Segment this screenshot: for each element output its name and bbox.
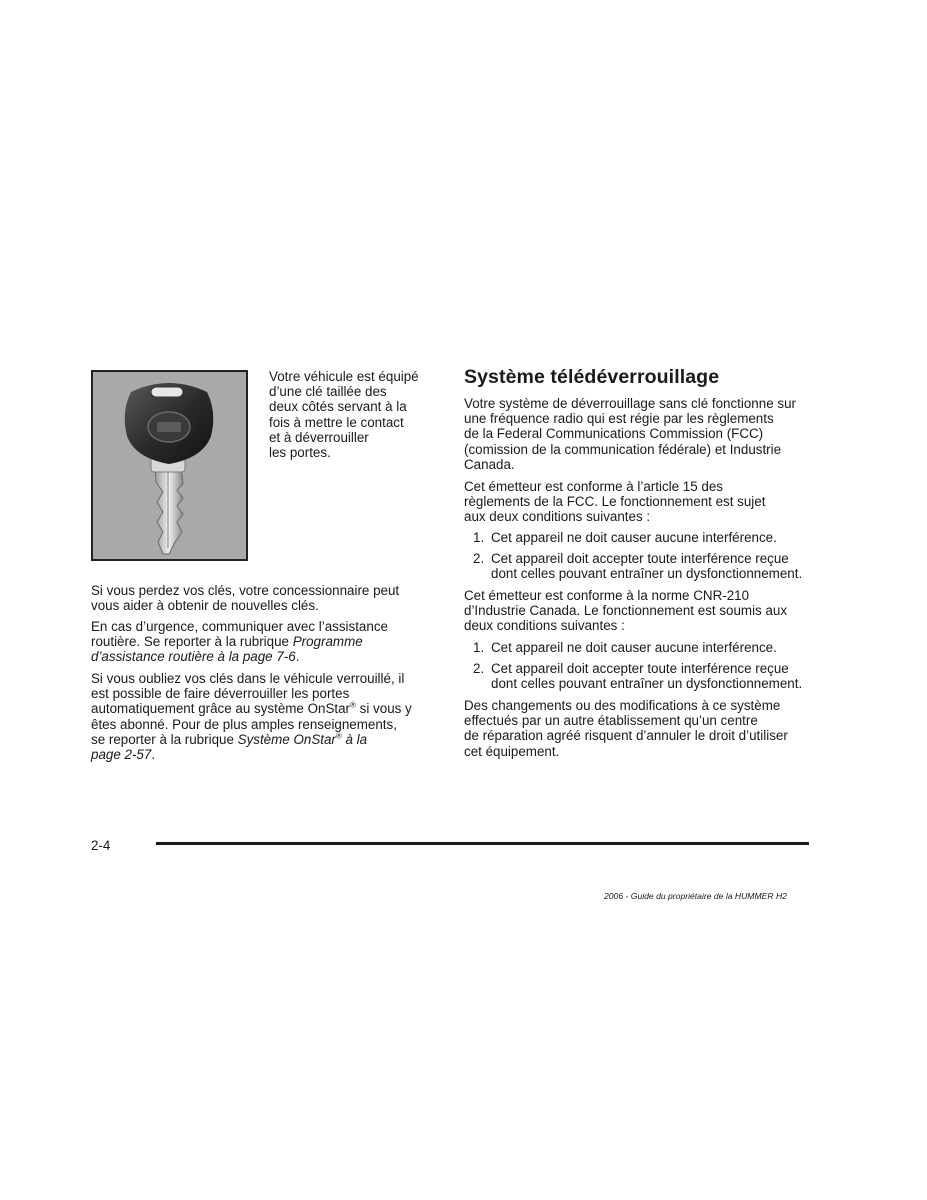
- caption-line: et à déverrouiller: [269, 429, 369, 445]
- registered-mark: ®: [350, 700, 356, 710]
- divider: [156, 842, 809, 845]
- caption-line: les portes.: [269, 445, 331, 461]
- roadside-assistance-link-cont[interactable]: d’assistance routière à la page 7-6: [91, 649, 296, 665]
- onstar-link-page[interactable]: page 2-57: [91, 747, 152, 763]
- onstar-link[interactable]: Système OnStar® à la: [237, 731, 368, 747]
- keyless-system-paragraph: Votre système de déverrouillage sans clé fonctionne sur une fréquence radio qui est régie par les règlements de la Federal Communications Commission (FCC) (comission de la communication fédérale) et Industrie Canada.: [464, 396, 796, 472]
- car-key-image: [91, 370, 248, 561]
- document-footer: 2006 - Guide du propriétaire de la HUMMER H2: [604, 891, 787, 901]
- caption-line: fois à mettre le contact: [269, 414, 404, 430]
- fcc-paragraph: Cet émetteur est conforme à l’article 15 des règlements de la FCC. Le fonctionnement est sujet aux deux conditions suivantes :: [464, 479, 766, 525]
- lost-keys-paragraph: Si vous perdez vos clés, votre concessionnaire peut vous aider à obtenir de nouvelles clés.: [91, 583, 400, 614]
- cnr-paragraph: Cet émetteur est conforme à la norme CNR-210 d’Industrie Canada. Le fonctionnement est soumis aux deux conditions suivantes :: [464, 588, 788, 634]
- caption-line: deux côtés servant à la: [269, 399, 407, 415]
- page-number: 2-4: [91, 838, 111, 853]
- caption-line: Votre véhicule est équipé: [269, 369, 419, 384]
- locked-keys-paragraph: Si vous oubliez vos clés dans le véhicule verrouillé, il est possible de faire déverrouiller les portes automatiquement grâce au système OnStar® si vous y êtes abonné. Pour de plus amples renseignements, se reporter à la rubrique Système OnStar® à la page 2-57.: [91, 671, 412, 763]
- modifications-paragraph: Des changements ou des modifications à ce système effectués par un autre établissement qu’un centre de réparation agréé risquent d’annuler le droit d’utiliser cet équipement.: [464, 698, 788, 759]
- section-heading: Système télédéverrouillage: [464, 366, 720, 388]
- caption-line: d’une clé taillée des: [269, 384, 387, 400]
- emergency-paragraph: En cas d’urgence, communiquer avec l’assistance routière. Se reporter à la rubrique Programme d’assistance routière à la page 7-6.: [91, 619, 388, 665]
- key-caption: [269, 369, 419, 460]
- car-key-icon: [93, 372, 246, 559]
- roadside-assistance-link[interactable]: Programme: [292, 634, 363, 650]
